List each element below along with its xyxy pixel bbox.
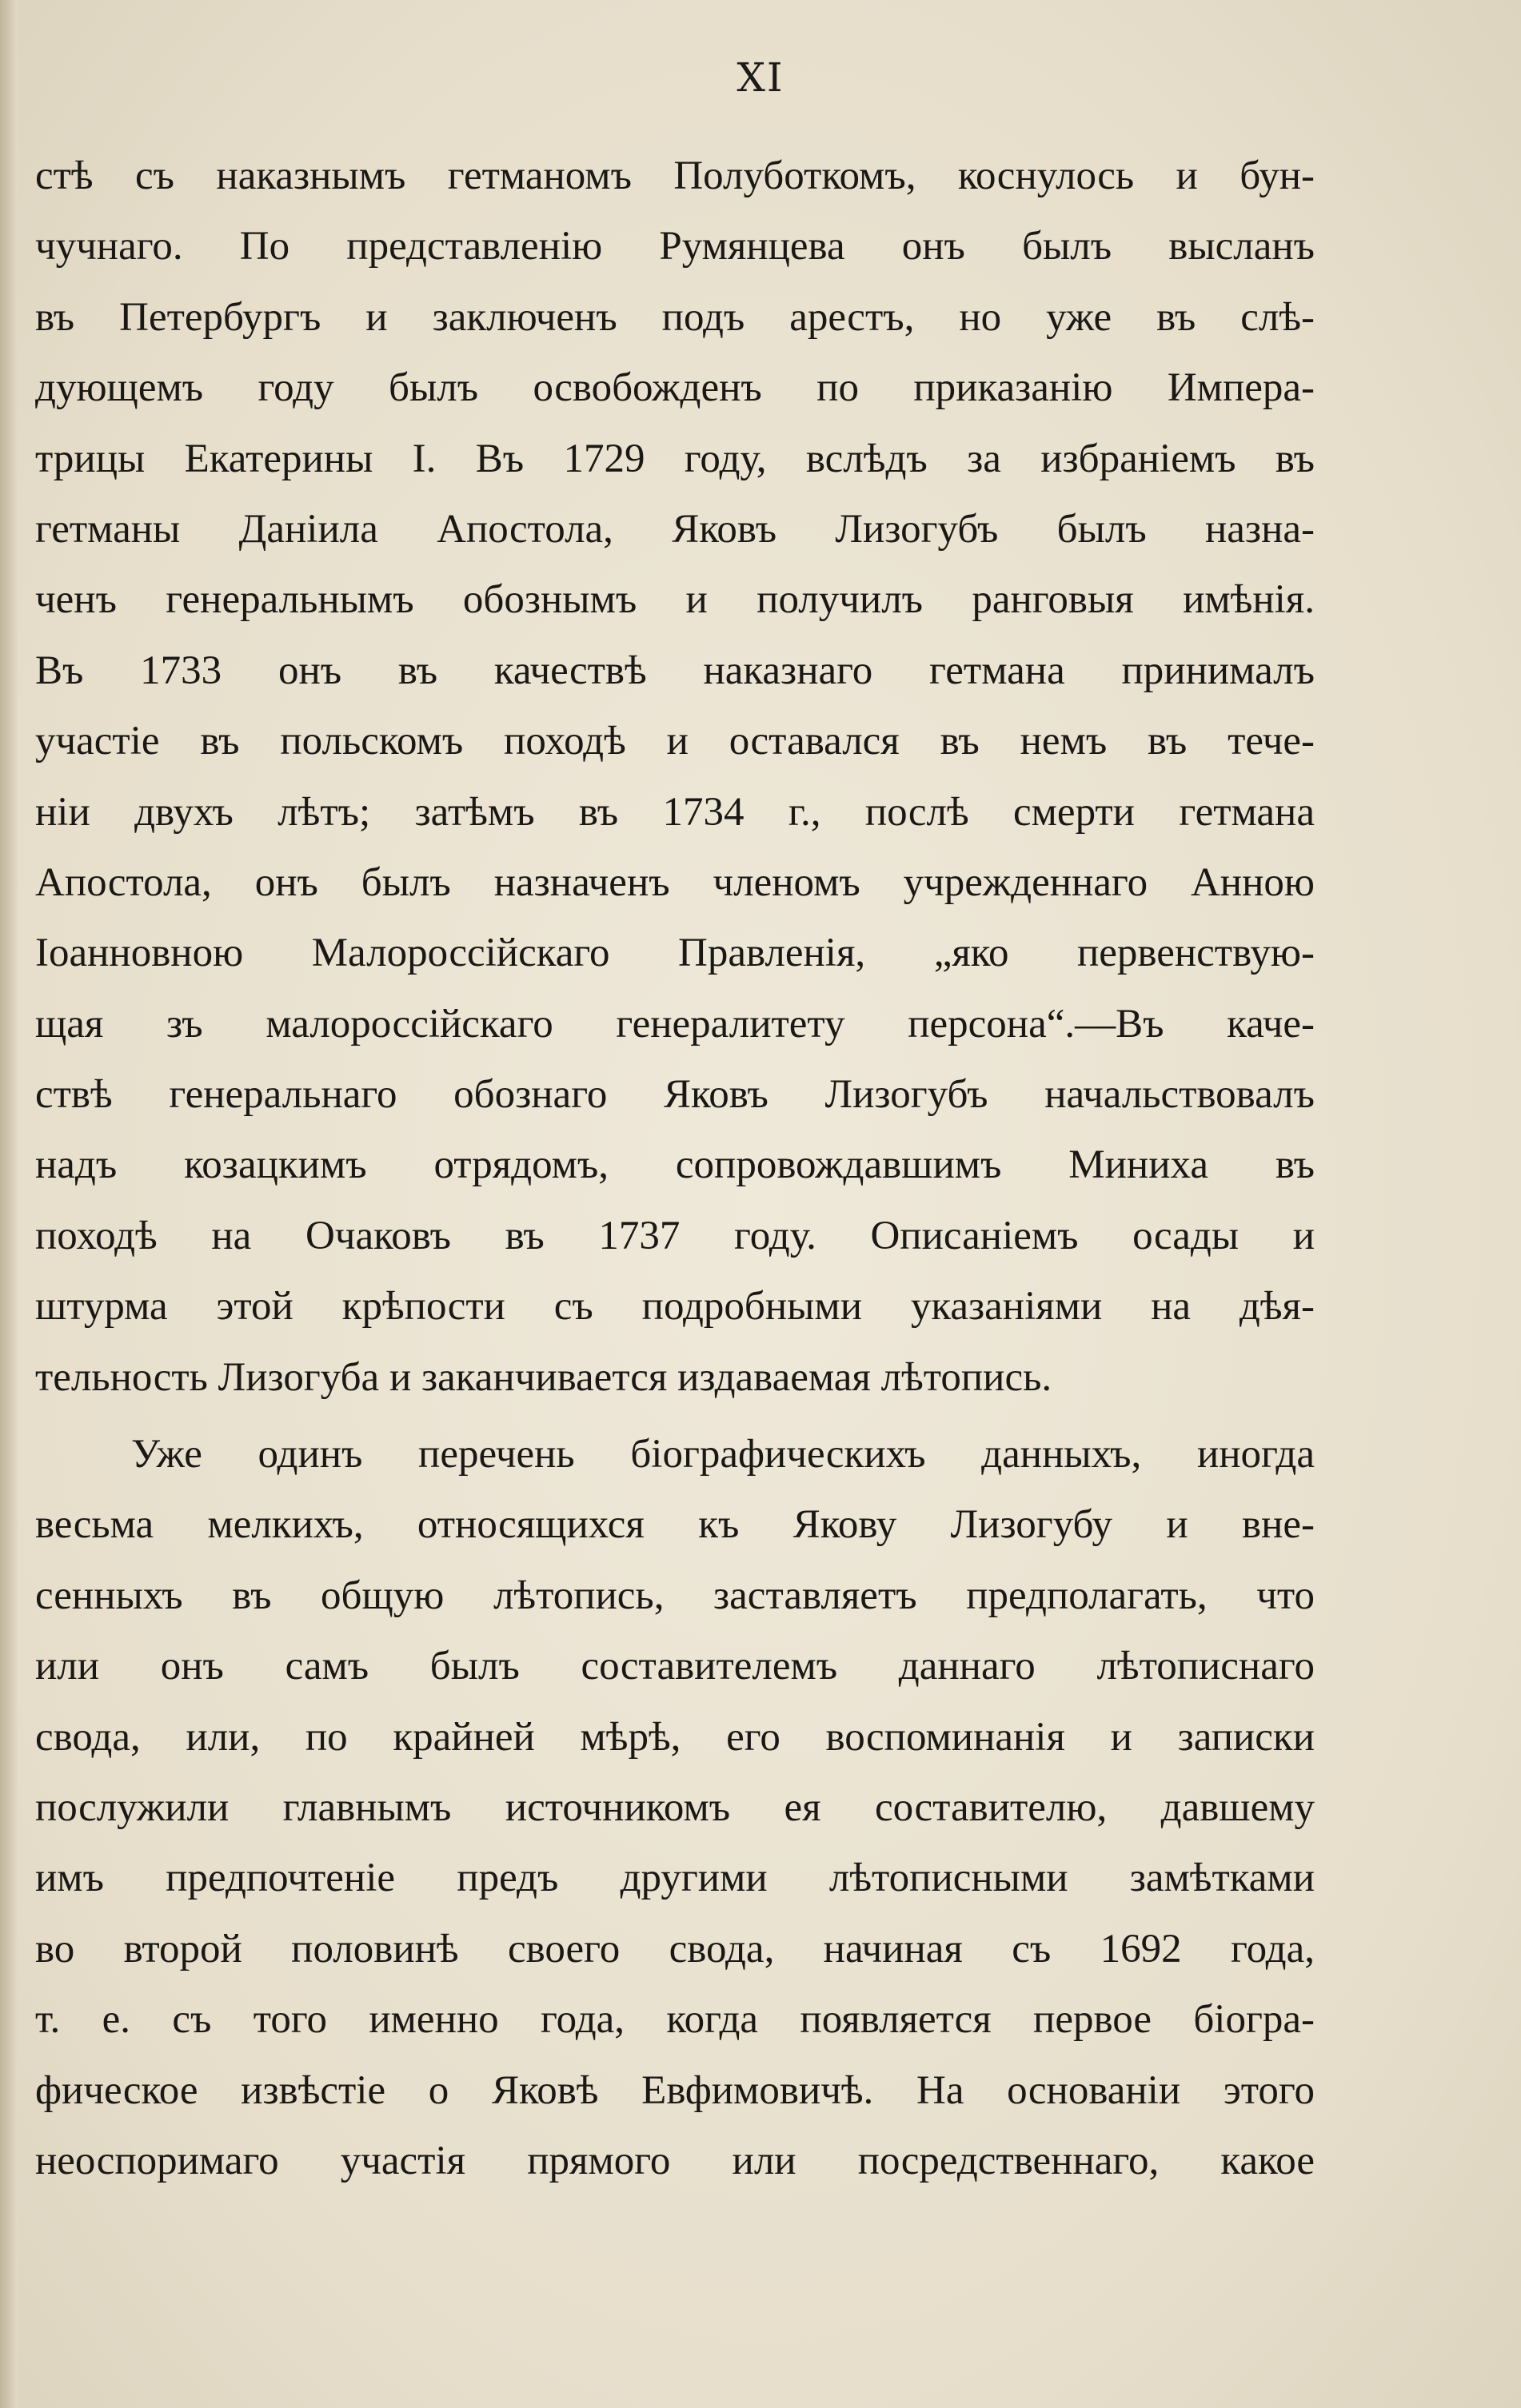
text-line: гетманы Даніила Апостола, Яковъ Лизогубъ былъ назна- [35,506,1315,552]
text-line: ствѣ генеральнаго обознаго Яковъ Лизогубъ начальствовалъ [35,1072,1315,1118]
text-line: фическое извѣстіе о Яковѣ Евфимовичѣ. На основаніи этого [35,2067,1315,2113]
text-line: свода, или, по крайней мѣрѣ, его воспоминанія и записки [35,1714,1315,1760]
text-line: или онъ самъ былъ составителемъ даннаго лѣтописнаго [35,1644,1315,1689]
text-line: неоспоримаго участія прямого или посредственнаго, какое [35,2138,1315,2183]
text-line: послужили главнымъ источникомъ ея составителю, давшему [35,1784,1315,1830]
text-line: Въ 1733 онъ въ качествѣ наказнаго гетмана принималъ [35,648,1315,693]
text-line: Іоанновною Малороссійскаго Правленія, „яко первенствую- [35,931,1315,976]
text-line: во второй половинѣ своего свода, начиная съ 1692 года, [35,1926,1315,1971]
text-line: въ Петербургъ и заключенъ подъ арестъ, но уже въ слѣ- [35,294,1315,340]
text-line: штурма этой крѣпости съ подробными указаніями на дѣя- [35,1284,1315,1330]
text-line: надъ козацкимъ отрядомъ, сопровождавшимъ Миниха въ [35,1142,1315,1188]
text-line: ченъ генеральнымъ обознымъ и получилъ ранговыя имѣнія. [35,577,1315,623]
text-line: Апостола, онъ былъ назначенъ членомъ учрежденнаго Анною [35,859,1315,905]
text-line: участіе въ польскомъ походѣ и оставался въ немъ въ тече- [35,719,1315,764]
text-line: щая зъ малороссійскаго генералитету персона“.—Въ каче- [35,1001,1315,1047]
paragraph-2 [35,1419,1315,2196]
page-binding-edge [0,0,18,2408]
text-line: тельность Лизогуба и заканчивается издаваемая лѣтопись. [35,1354,1052,1400]
text-line: т. е. съ того именно года, когда появляется первое біогра- [35,1997,1315,2043]
page-number: XI [737,54,784,101]
text-line: походѣ на Очаковъ въ 1737 году. Описаніемъ осады и [35,1213,1315,1258]
text-line: дующемъ году былъ освобожденъ по приказанію Импера- [35,365,1315,411]
text-line: имъ предпочтеніе предъ другими лѣтописными замѣтками [35,1856,1315,1901]
text-line: весьма мелкихъ, относящихся къ Якову Лизогубу и вне- [35,1502,1315,1548]
text-line: ніи двухъ лѣтъ; затѣмъ въ 1734 г., послѣ смерти гетмана [35,789,1315,835]
text-line: сенныхъ въ общую лѣтопись, заставляетъ предполагать, что [35,1573,1315,1618]
text-line: чучнаго. По представленію Румянцева онъ былъ высланъ [35,224,1315,269]
text-line: стѣ съ наказнымъ гетманомъ Полуботкомъ, коснулось и бун- [35,153,1315,198]
text-line: Уже одинъ перечень біографическихъ данныхъ, иногда [131,1432,1315,1477]
text-line: трицы Екатерины I. Въ 1729 году, вслѣдъ за избраніемъ въ [35,436,1315,481]
paragraph-gap [35,1413,1315,1419]
paragraph-1 [35,141,1315,1413]
body-text [35,141,1315,2196]
